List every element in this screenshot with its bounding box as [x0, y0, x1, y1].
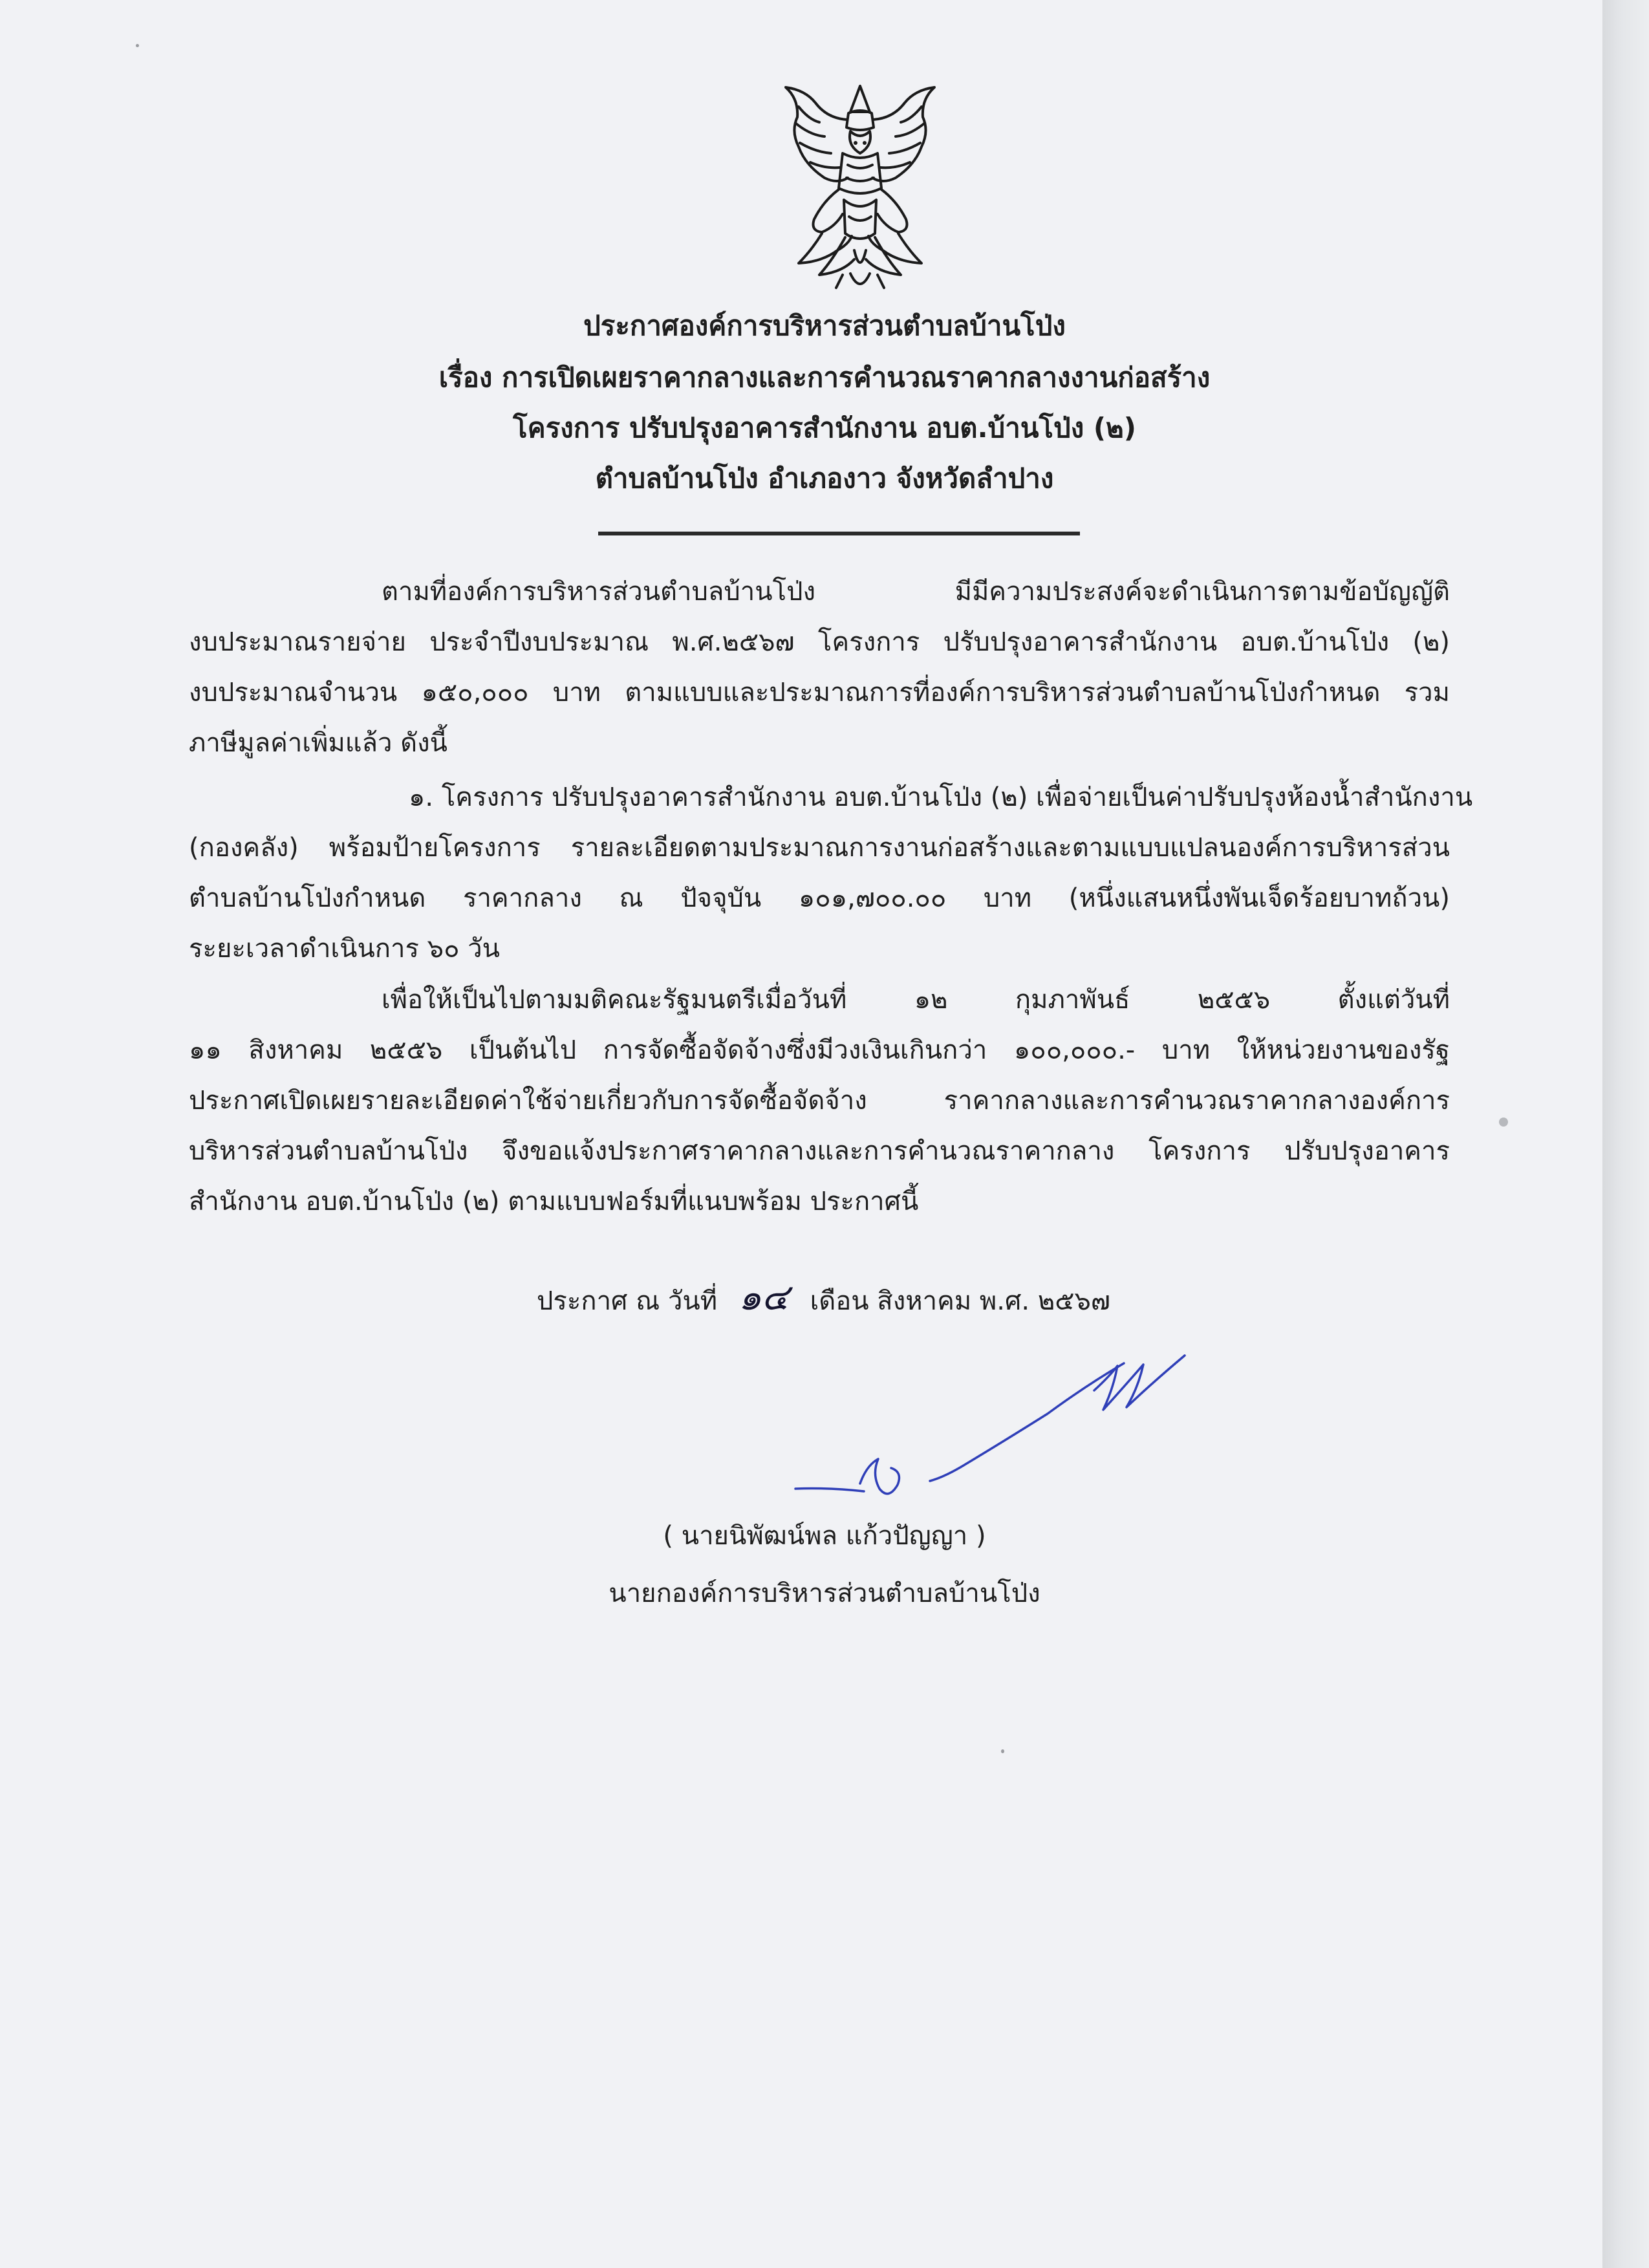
document-title: ประกาศองค์การบริหารส่วนตำบลบ้านโป่ง — [583, 310, 1066, 341]
paragraph-line: ระยะเวลาดำเนินการ ๖๐ วัน — [189, 934, 500, 964]
handwritten-day: ๑๔ — [738, 1277, 789, 1319]
date-prefix: ประกาศ ณ วันที่ — [537, 1286, 718, 1316]
paragraph-line: งบประมาณจำนวน ๑๕๐,๐๐๐ บาท ตามแบบและประมาณการที่องค์การบริหารส่วนตำบลบ้านโป่งกำหนด รวม — [189, 678, 1450, 707]
paragraph-line: ภาษีมูลค่าเพิ่มแล้ว ดังนี้ — [189, 728, 448, 758]
paragraph-line: สำนักงาน อบต.บ้านโป่ง (๒) ตามแบบฟอร์มที่แนบพร้อม ประกาศนี้ — [189, 1187, 919, 1216]
paragraph-line: ๑๑ สิงหาคม ๒๕๕๖ เป็นต้นไป การจัดซื้อจัดจ้างซึ่งมีวงเงินเกินกว่า ๑๐๐,๐๐๐.- บาท ให้หน่วยงานของรัฐ — [189, 1035, 1450, 1065]
signer-position: นายกองค์การบริหารส่วนตำบลบ้านโป่ง — [609, 1579, 1040, 1608]
paragraph-line: งบประมาณรายจ่าย ประจำปีงบประมาณ พ.ศ.๒๕๖๗ โครงการ ปรับปรุงอาคารสำนักงาน อบต.บ้านโป่ง (๒) — [189, 627, 1450, 657]
paragraph-line: บริหารส่วนตำบลบ้านโป่ง จึงขอแจ้งประกาศราคากลางและการคำนวณราคากลาง โครงการ ปรับปรุงอาคาร — [189, 1136, 1450, 1166]
signer-name: ( นายนิพัฒน์พล แก้วปัญญา ) — [663, 1521, 986, 1551]
date-month-year: เดือน สิงหาคม พ.ศ. ๒๕๖๗ — [810, 1286, 1110, 1316]
paragraph-line: ตามที่องค์การบริหารส่วนตำบลบ้านโป่ง มีมีความประสงค์จะดำเนินการตามข้อบัญญัติ — [382, 577, 1450, 607]
paragraph-line: เพื่อให้เป็นไปตามมติคณะรัฐมนตรีเมื่อวันที่ ๑๒ กุมภาพันธ์ ๒๕๕๖ ตั้งแต่วันที่ — [382, 985, 1450, 1015]
document-subject: เรื่อง การเปิดเผยราคากลางและการคำนวณราคากลางงานก่อสร้าง — [438, 362, 1211, 393]
announcement-date — [537, 1279, 1110, 1321]
paragraph-line: ๑. โครงการ ปรับปรุงอาคารสำนักงาน อบต.บ้านโป่ง (๒) เพื่อจ่ายเป็นค่าปรับปรุงห้องน้ำสำนักงาน — [409, 783, 1473, 812]
scan-speck — [136, 44, 139, 47]
paragraph-intro — [189, 567, 1450, 768]
heading-divider — [598, 532, 1080, 535]
paragraph-resolution — [189, 975, 1450, 1227]
paragraph-line: (กองคลัง) พร้อมป้ายโครงการ รายละเอียดตามประมาณการงานก่อสร้างและตามแบบแปลนองค์การบริหารส่วน — [189, 833, 1450, 863]
paragraph-line: ตำบลบ้านโป่งกำหนด ราคากลาง ณ ปัจจุบัน ๑๐๑,๗๐๐.๐๐ บาท (หนึ่งแสนหนึ่งพันเจ็ดร้อยบาทถ้วน) — [189, 883, 1450, 913]
scan-speck — [1499, 1118, 1508, 1127]
paragraph-line: ประกาศเปิดเผยรายละเอียดค่าใช้จ่ายเกี่ยวกับการจัดซื้อจัดจ้าง ราคากลางและการคำนวณราคากลางองค์การ — [189, 1086, 1450, 1116]
project-location: ตำบลบ้านโป่ง อำเภองาว จังหวัดลำปาง — [595, 462, 1054, 494]
garuda-emblem-icon — [760, 81, 960, 297]
paragraph-item-1 — [189, 772, 1473, 974]
project-name: โครงการ ปรับปรุงอาคารสำนักงาน อบต.บ้านโป่ง (๒) — [513, 412, 1136, 444]
signature-icon — [789, 1345, 1203, 1500]
scan-speck — [1001, 1749, 1004, 1753]
